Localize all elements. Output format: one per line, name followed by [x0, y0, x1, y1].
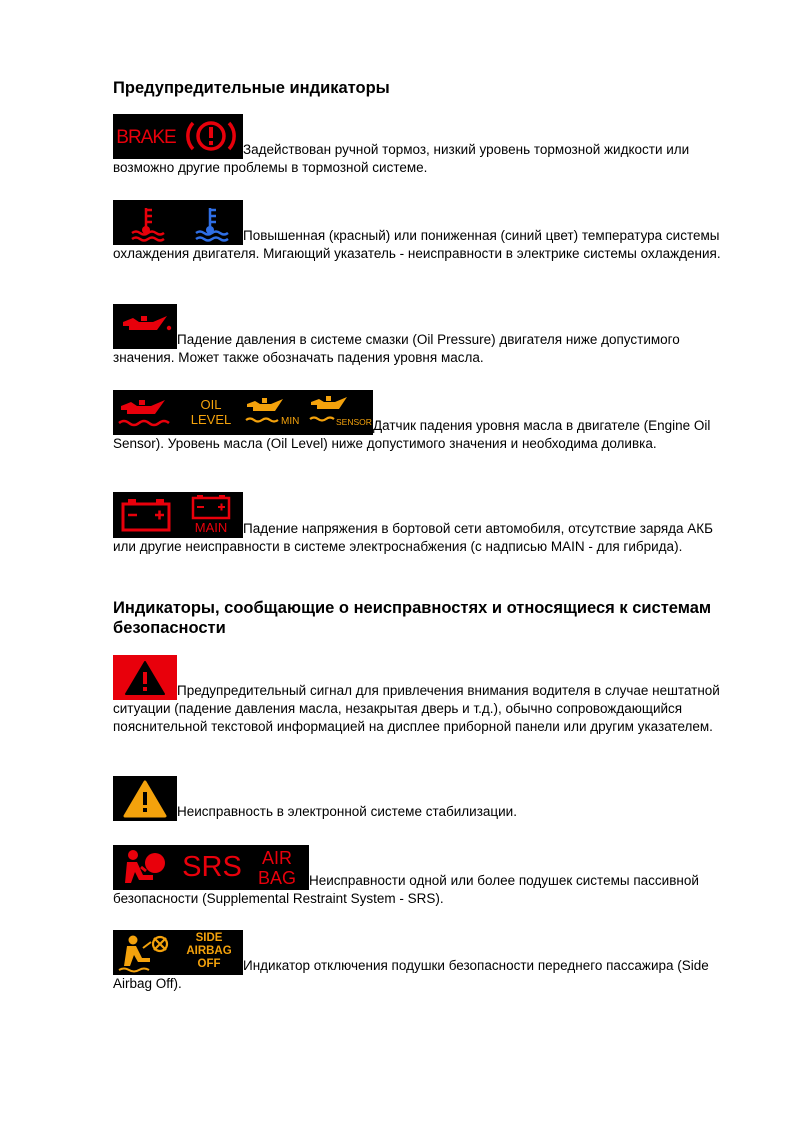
- srs-text-icon: [179, 845, 245, 890]
- entry-text: Падение напряжения в бортовой сети автомобиля, отсутствие заряда АКБ или другие неисправности в системе электроснабжения (с надписью MAIN - для гибрида).: [113, 521, 713, 554]
- entry-text: Повышенная (красный) или пониженная (синий цвет) температура системы охлаждения двигателя. Мигающий указатель - неисправности в электрике системы охлаждения.: [113, 228, 721, 261]
- oil-level-text-icon: [179, 390, 243, 435]
- entry-text: Индикатор отключения подушки безопасности переднего пассажира (Side Airbag Off).: [113, 958, 709, 991]
- section-heading-safety: Индикаторы, сообщающие о неисправностях и относящиеся к системам безопасности: [113, 599, 712, 637]
- bag-label: BAG: [257, 868, 296, 888]
- indicator-icons: [113, 304, 177, 349]
- airbag-label: AIRBAG: [186, 945, 232, 957]
- indicator-icons: [113, 845, 309, 890]
- side-airbag-off-icon: [113, 930, 243, 975]
- indicator-entry-oil-level: [113, 390, 739, 453]
- section-heading-warning: Предупредительные индикаторы: [113, 79, 390, 97]
- brake-circle-icon: [179, 114, 243, 159]
- oil-sensor-icon: [307, 390, 373, 435]
- indicator-icons: [113, 776, 177, 821]
- oil-pressure-icon: [113, 304, 177, 349]
- brake-label: BRAKE: [116, 127, 176, 148]
- indicator-entry-stability: [113, 776, 739, 821]
- entry-text: Задействован ручной тормоз, низкий уровень тормозной жидкости или возможно другие проблемы в тормозной системе.: [113, 142, 690, 175]
- off-label: OFF: [197, 958, 221, 970]
- indicator-icons: [113, 114, 243, 159]
- indicator-entry-oil-pressure: [113, 304, 739, 367]
- red-warning-triangle-icon: [113, 655, 177, 700]
- entry-text: Неисправность в электронной системе стабилизации.: [177, 804, 517, 819]
- min-label: MIN: [281, 416, 300, 427]
- entry-text: Падение давления в системе смазки (Oil Pressure) двигателя ниже допустимого значения. Может также обозначать падения уровня масла.: [113, 332, 680, 365]
- oil-label: OIL: [200, 397, 222, 412]
- indicator-entry-side-airbag-off: [113, 930, 739, 993]
- indicator-entry-battery: [113, 492, 739, 556]
- battery-icon: [113, 492, 179, 538]
- air-bag-text-icon: [245, 845, 309, 890]
- indicator-icons: [113, 200, 243, 245]
- main-label: MAIN: [194, 520, 228, 535]
- brake-text-icon: [113, 114, 179, 159]
- airbag-person-icon: [113, 845, 179, 890]
- sensor-label: SENSOR: [336, 417, 372, 427]
- amber-warning-triangle-icon: [113, 776, 177, 821]
- oil-can-level-icon: [113, 390, 179, 435]
- indicator-entry-coolant: [113, 200, 739, 263]
- indicator-icons: [113, 390, 373, 435]
- indicator-icons: [113, 492, 243, 538]
- indicator-entry-srs: [113, 845, 739, 908]
- coolant-temp-icons: [113, 200, 243, 245]
- entry-text: Неисправности одной или более подушек системы пассивной безопасности (Supplemental Restraint System - SRS).: [113, 873, 699, 906]
- level-label: LEVEL: [190, 412, 232, 427]
- air-label: AIR: [261, 848, 292, 868]
- indicator-entry-general-warning: [113, 655, 739, 736]
- entry-text: Предупредительный сигнал для привлечения внимания водителя в случае нештатной ситуации (падение давления масла, незакрытая дверь и т.д.), обычно сопровождающийся пояснительной текстовой информацией на дисплее приборной панели или другим указателем.: [113, 683, 720, 734]
- oil-min-icon: [243, 390, 307, 435]
- battery-main-icon: [179, 492, 243, 538]
- entry-text: Датчик падения уровня масла в двигателе (Engine Oil Sensor). Уровень масла (Oil Level) ниже допустимого значения и необходима доливка.: [113, 418, 711, 451]
- indicator-entry-brake: [113, 114, 739, 177]
- srs-label: SRS: [182, 851, 242, 883]
- indicator-icons: [113, 655, 177, 700]
- indicator-icons: [113, 930, 243, 975]
- side-label: SIDE: [195, 932, 223, 944]
